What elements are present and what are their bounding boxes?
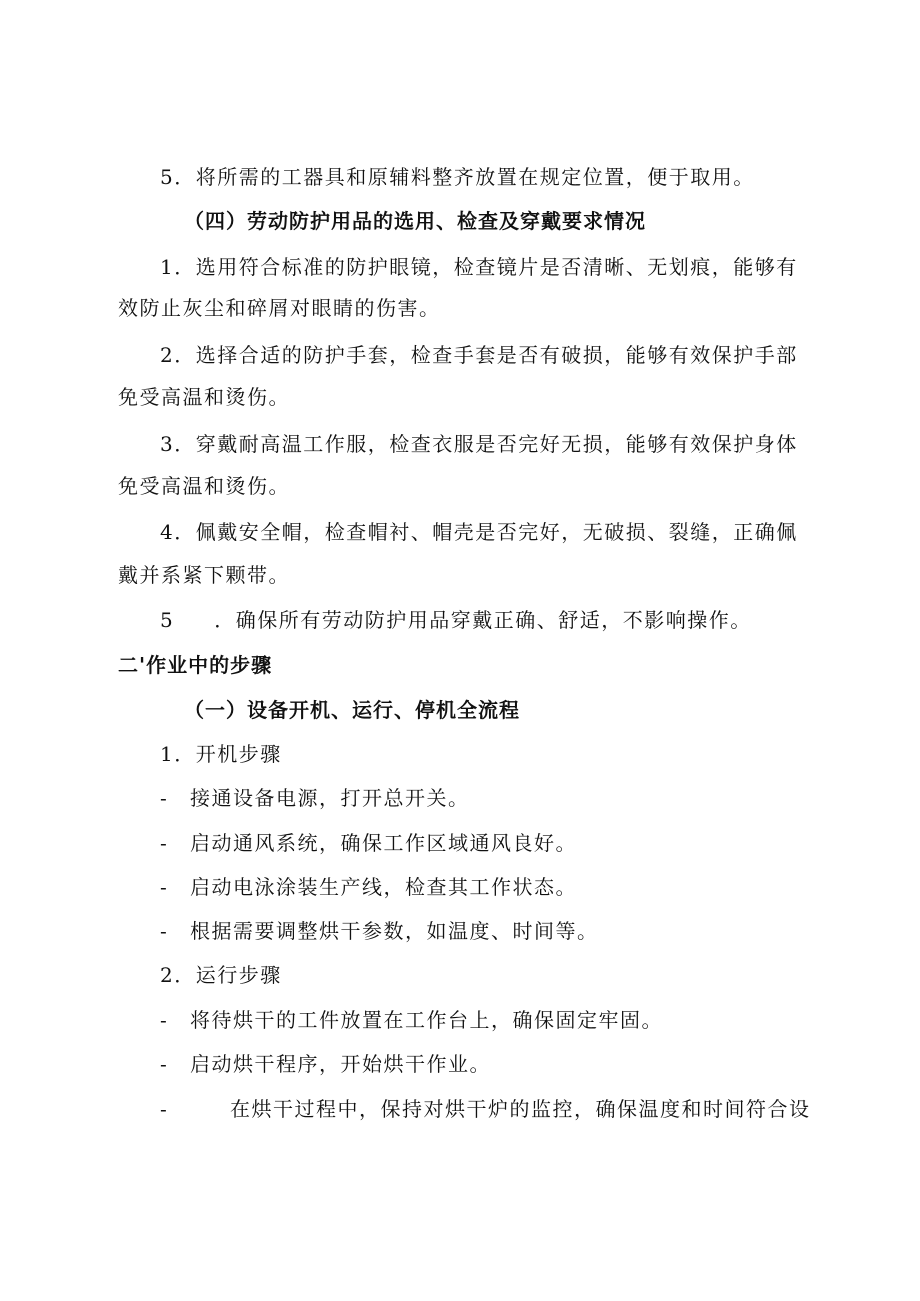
dash-marker: -	[160, 1097, 169, 1121]
heading-text: 二'作业中的步骤	[118, 653, 273, 677]
heading-text: （四）劳动防护用品的选用、检查及穿戴要求情况	[184, 209, 646, 233]
bullet-line	[160, 783, 470, 813]
paragraph-line	[160, 429, 798, 459]
list-number: 1	[160, 742, 175, 766]
paragraph-line	[160, 960, 282, 990]
line-text: 启动通风系统，确保工作区域通风良好。	[190, 831, 577, 855]
list-number: 2	[160, 963, 175, 987]
paragraph-line	[160, 517, 798, 547]
line-text: ．选用符合标准的防护眼镜，检查镜片是否清晰、无划痕，能够有	[174, 255, 798, 279]
line-text: ．选择合适的防护手套，检查手套是否有破损，能够有效保护手部	[174, 343, 798, 367]
section-heading	[118, 650, 272, 680]
line-text: ．佩戴安全帽，检查帽衬、帽壳是否完好，无破损、裂缝，正确佩	[174, 520, 798, 544]
dash-marker: -	[160, 786, 169, 810]
section-heading	[184, 695, 520, 725]
paragraph-line	[118, 560, 290, 590]
line-text: ．穿戴耐高温工作服，检查衣服是否完好无损，能够有效保护身体	[174, 432, 798, 456]
bullet-line	[160, 1094, 811, 1124]
line-text: ．开机步骤	[174, 742, 282, 766]
paragraph-line	[118, 382, 290, 412]
line-text: ．确保所有劳动防护用品穿戴正确、舒适，不影响操作。	[214, 608, 752, 632]
line-text: 在烘干过程中，保持对烘干炉的监控，确保温度和时间符合设	[230, 1097, 811, 1121]
line-text: 启动烘干程序，开始烘干作业。	[190, 1052, 491, 1076]
line-text: ．将所需的工器具和原辅料整齐放置在规定位置，便于取用。	[174, 165, 755, 189]
list-number: 5	[160, 165, 175, 189]
list-number: 2	[160, 343, 175, 367]
list-number: 5	[160, 608, 175, 632]
dash-marker: -	[160, 831, 169, 855]
heading-text: （一）设备开机、运行、停机全流程	[184, 698, 520, 722]
line-text: 接通设备电源，打开总开关。	[190, 786, 470, 810]
paragraph-line	[160, 162, 755, 192]
paragraph-line	[118, 471, 290, 501]
bullet-line	[160, 872, 577, 902]
bullet-line	[160, 1005, 663, 1035]
list-number: 4	[160, 520, 175, 544]
section-heading	[184, 206, 646, 236]
paragraph-line	[160, 739, 282, 769]
line-text: 免受高温和烫伤。	[118, 385, 290, 409]
line-text: 根据需要调整烘干参数，如温度、时间等。	[190, 919, 599, 943]
paragraph-line	[160, 252, 798, 282]
line-text: 效防止灰尘和碎屑对眼睛的伤害。	[118, 296, 441, 320]
paragraph-line	[160, 605, 752, 635]
bullet-line	[160, 828, 577, 858]
bullet-line	[160, 1049, 491, 1079]
line-text: 启动电泳涂装生产线，检查其工作状态。	[190, 875, 577, 899]
list-number: 3	[160, 432, 175, 456]
dash-marker: -	[160, 1052, 169, 1076]
dash-marker: -	[160, 1008, 169, 1032]
line-text: ．运行步骤	[174, 963, 282, 987]
dash-marker: -	[160, 875, 169, 899]
line-text: 将待烘干的工件放置在工作台上，确保固定牢固。	[190, 1008, 663, 1032]
line-text: 戴并系紧下颗带。	[118, 563, 290, 587]
paragraph-line	[160, 340, 798, 370]
bullet-line	[160, 916, 599, 946]
paragraph-line	[118, 293, 441, 323]
dash-marker: -	[160, 919, 169, 943]
list-number: 1	[160, 255, 175, 279]
line-text: 免受高温和烫伤。	[118, 474, 290, 498]
